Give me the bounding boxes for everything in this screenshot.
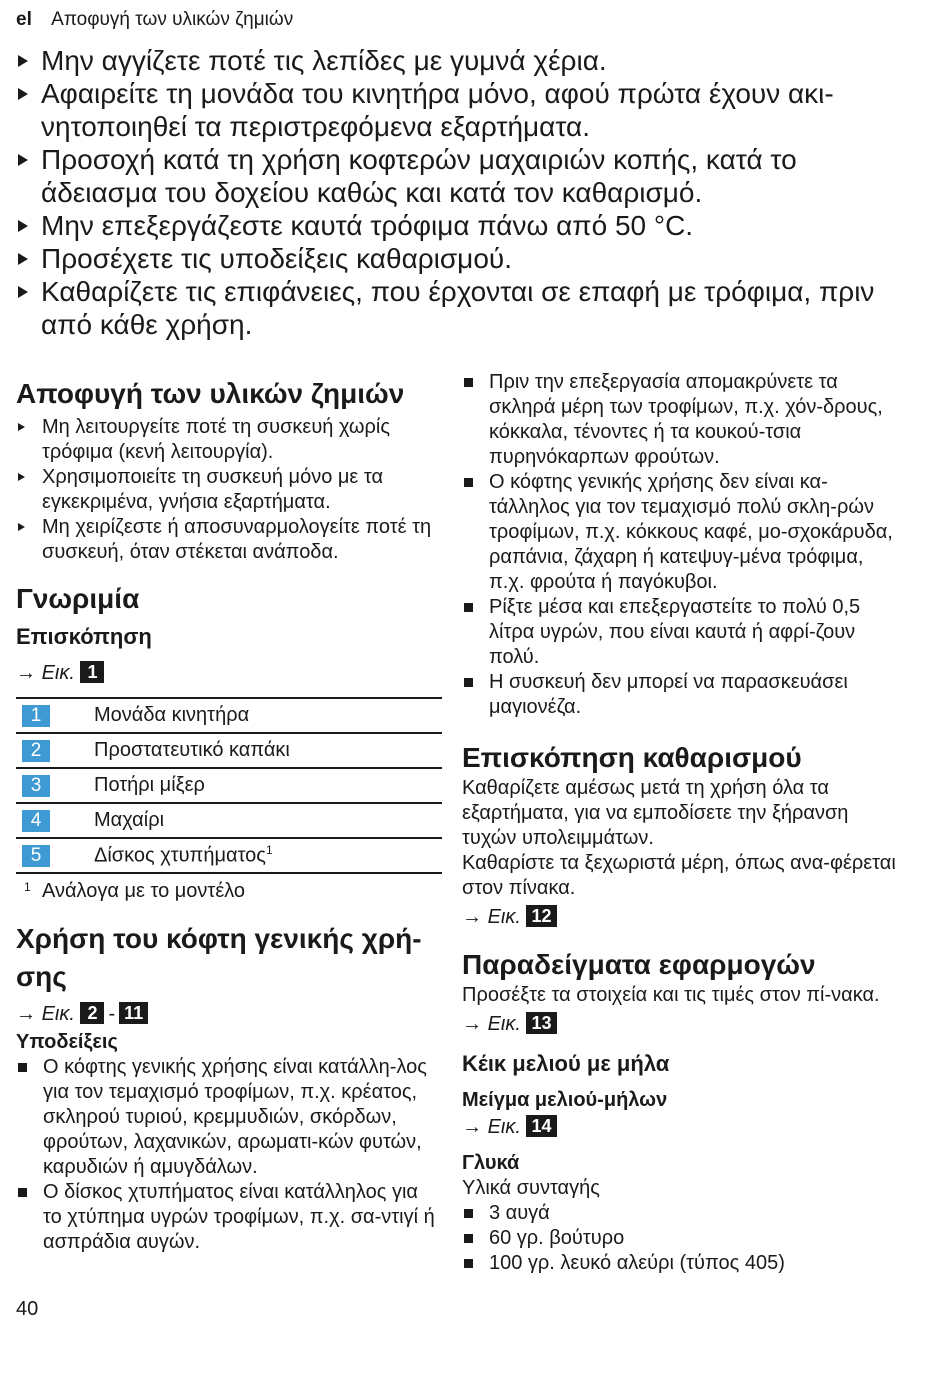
damage-item: Μη λειτουργείτε ποτέ τη συσκευή χωρίς τρόφιμα (κενή λειτουργία).: [16, 415, 442, 465]
arrow-icon: →: [16, 1003, 36, 1025]
arrow-icon: →: [462, 906, 482, 928]
figure-reference: → Εικ. 1: [16, 659, 442, 687]
part-number: 2: [22, 740, 50, 762]
hint-item: Ο δίσκος χτυπήματος είναι κατάλληλος για το χτύπημα υγρών τροφίμων, π.χ. σα-ντιγί ή ασπράδια αυγών.: [16, 1180, 442, 1255]
part-label: Μαχαίρι: [94, 803, 442, 838]
footnote-marker: 1: [24, 880, 31, 894]
hints-heading: Υποδείξεις: [16, 1031, 118, 1053]
figure-number: 2: [80, 1002, 104, 1024]
table-row: [16, 698, 442, 733]
usage-heading: Χρήση του κόφτη γενικής χρή-σης: [16, 923, 422, 992]
damage-heading: Αποφυγή των υλικών ζημιών: [16, 378, 405, 409]
safety-list: [16, 44, 916, 341]
arrow-icon: →: [16, 662, 36, 684]
hint-item: Πριν την επεξεργασία απομακρύνετε τα σκληρά μέρη των τροφίμων, π.χ. χόν-δρους, κόκκαλα, τένοντες ή τα κουκού-τσια πυρηνόκαρπων φρούτων.: [462, 370, 902, 470]
square-bullet-icon: [464, 1259, 473, 1268]
part-number: 5: [22, 845, 50, 867]
examples-intro: Προσέξτε τα στοιχεία και τις τιμές στον πί-νακα.: [462, 984, 880, 1006]
cleaning-paragraph: Καθαρίστε τα ξεχωριστά μέρη, όπως ανα-φέρεται στον πίνακα.: [462, 852, 896, 899]
overview-heading: Επισκόπηση: [16, 624, 152, 649]
square-bullet-icon: [464, 378, 473, 387]
examples-heading: Παραδείγματα εφαρμογών: [462, 949, 816, 980]
triangle-bullet-icon: [18, 55, 28, 67]
triangle-bullet-icon: [18, 473, 25, 481]
running-header: [16, 9, 293, 31]
table-row: [16, 803, 442, 838]
square-bullet-icon: [464, 678, 473, 687]
figure-reference: → Εικ. 14: [462, 1113, 902, 1141]
damage-list: [16, 415, 442, 565]
part-label: Δίσκος χτυπήματος$^1$: [94, 838, 442, 873]
figure-reference: → Εικ. 13: [462, 1010, 902, 1038]
safety-item: Καθαρίζετε τις επιφάνειες, που έρχονται σε επαφή με τρόφιμα, πριν από κάθε χρήση.: [16, 275, 916, 341]
footnote-marker: 1: [265, 843, 273, 858]
safety-item: Προσοχή κατά τη χρήση κοφτερών μαχαιριών κοπής, κατά το άδειασμα του δοχείου καθώς και κατά τον καθαρισμό.: [16, 143, 916, 209]
left-column: [16, 370, 442, 1255]
damage-item: Μη χειρίζεστε ή αποσυναρμολογείτε ποτέ τη συσκευή, όταν στέκεται ανάποδα.: [16, 515, 442, 565]
figure-reference: → Εικ. 12: [462, 903, 902, 931]
square-bullet-icon: [464, 478, 473, 487]
figure-number: 12: [526, 905, 556, 927]
sweet-heading: Γλυκά: [462, 1152, 520, 1174]
triangle-bullet-icon: [18, 88, 28, 100]
ingredient-item: 60 γρ. βούτυρο: [462, 1226, 902, 1251]
damage-item: Χρησιμοποιείτε τη συσκευή μόνο με τα εγκεκριμένα, γνήσια εξαρτήματα.: [16, 465, 442, 515]
hint-item: Ρίξτε μέσα και επεξεργαστείτε το πολύ 0,5 λίτρα υγρών, που είναι καυτά ή αφρί-ζουν πολύ.: [462, 595, 902, 670]
triangle-bullet-icon: [18, 154, 28, 166]
cleaning-heading: Επισκόπηση καθαρισμού: [462, 742, 802, 773]
triangle-bullet-icon: [18, 253, 28, 265]
safety-item: Προσέχετε τις υποδείξεις καθαρισμού.: [16, 242, 916, 275]
part-label: Μονάδα κινητήρα: [94, 698, 442, 733]
square-bullet-icon: [464, 1209, 473, 1218]
figure-number: 13: [526, 1012, 556, 1034]
mix-heading: Μείγμα μελιού-μήλων: [462, 1089, 668, 1111]
intro-heading: Γνωριμία: [16, 583, 140, 614]
figure-reference: → Εικ. 2 - 11: [16, 1000, 442, 1028]
square-bullet-icon: [464, 603, 473, 612]
parts-table: [16, 697, 442, 874]
triangle-bullet-icon: [18, 423, 25, 431]
part-number: 1: [22, 705, 50, 727]
square-bullet-icon: [18, 1188, 27, 1197]
hint-item: Η συσκευή δεν μπορεί να παρασκευάσει μαγιονέζα.: [462, 670, 902, 720]
ingredients-list: [462, 1201, 902, 1276]
triangle-bullet-icon: [18, 523, 25, 531]
hint-item: Ο κόφτης γενικής χρήσης είναι κατάλλη-λος για τον τεμαχισμό τροφίμων, π.χ. κρέατος, σκληρού τυριού, κρεμμυδιών, σκόρδων, φρούτων, λαχανικών, αρωματι-κών φυτών, καρυδιών ή αμυγδάλων.: [16, 1055, 442, 1180]
arrow-icon: →: [462, 1013, 482, 1035]
table-row: [16, 768, 442, 803]
language-code: el: [16, 9, 32, 30]
part-label: Ποτήρι μίξερ: [94, 768, 442, 803]
square-bullet-icon: [18, 1063, 27, 1072]
hints-list-continued: [462, 370, 902, 720]
part-number: 4: [22, 810, 50, 832]
table-row: [16, 838, 442, 873]
figure-number: 14: [526, 1115, 556, 1137]
part-number: 3: [22, 775, 50, 797]
page-number: 40: [16, 1298, 39, 1320]
square-bullet-icon: [464, 1234, 473, 1243]
footnote: 1 Ανάλογα με το μοντέλο: [16, 876, 442, 906]
table-row: [16, 733, 442, 768]
hint-item: Ο κόφτης γενικής χρήσης δεν είναι κα-τάλληλος για τον τεμαχισμό πολύ σκλη-ρών τροφίμων, π.χ. κόκκους καφέ, μο-σχοκάρυδα, ραπάνια, ζάχαρη ή κατεψυγ-μένα τρόφιμα, π.χ. φρούτα ή παγόκυβοι.: [462, 470, 902, 595]
triangle-bullet-icon: [18, 286, 28, 298]
cleaning-paragraph: Καθαρίζετε αμέσως μετά τη χρήση όλα τα εξαρτήματα, για να εμποδίσετε την ξήρανση τυχών υπολειμμάτων.: [462, 777, 849, 849]
recipe-heading: Κέικ μελιού με μήλα: [462, 1051, 670, 1076]
part-label: Προστατευτικό καπάκι: [94, 733, 442, 768]
ingredient-item: 100 γρ. λευκό αλεύρι (τύπος 405): [462, 1251, 902, 1276]
right-column: [462, 370, 902, 1276]
hints-list: [16, 1055, 442, 1255]
figure-number: 1: [80, 661, 104, 683]
safety-item: Μην αγγίζετε ποτέ τις λεπίδες με γυμνά χέρια.: [16, 44, 916, 77]
arrow-icon: →: [462, 1116, 482, 1138]
safety-item: Μην επεξεργάζεστε καυτά τρόφιμα πάνω από 50 °C.: [16, 209, 916, 242]
figure-number: 11: [119, 1002, 148, 1024]
header-title: Αποφυγή των υλικών ζημιών: [51, 9, 294, 30]
ingredients-label: Υλικά συνταγής: [462, 1177, 600, 1199]
safety-item: Αφαιρείτε τη μονάδα του κινητήρα μόνο, αφού πρώτα έχουν ακι-νητοποιηθεί τα περιστρεφόμενα εξαρτήματα.: [16, 77, 916, 143]
triangle-bullet-icon: [18, 220, 28, 232]
ingredient-item: 3 αυγά: [462, 1201, 902, 1226]
